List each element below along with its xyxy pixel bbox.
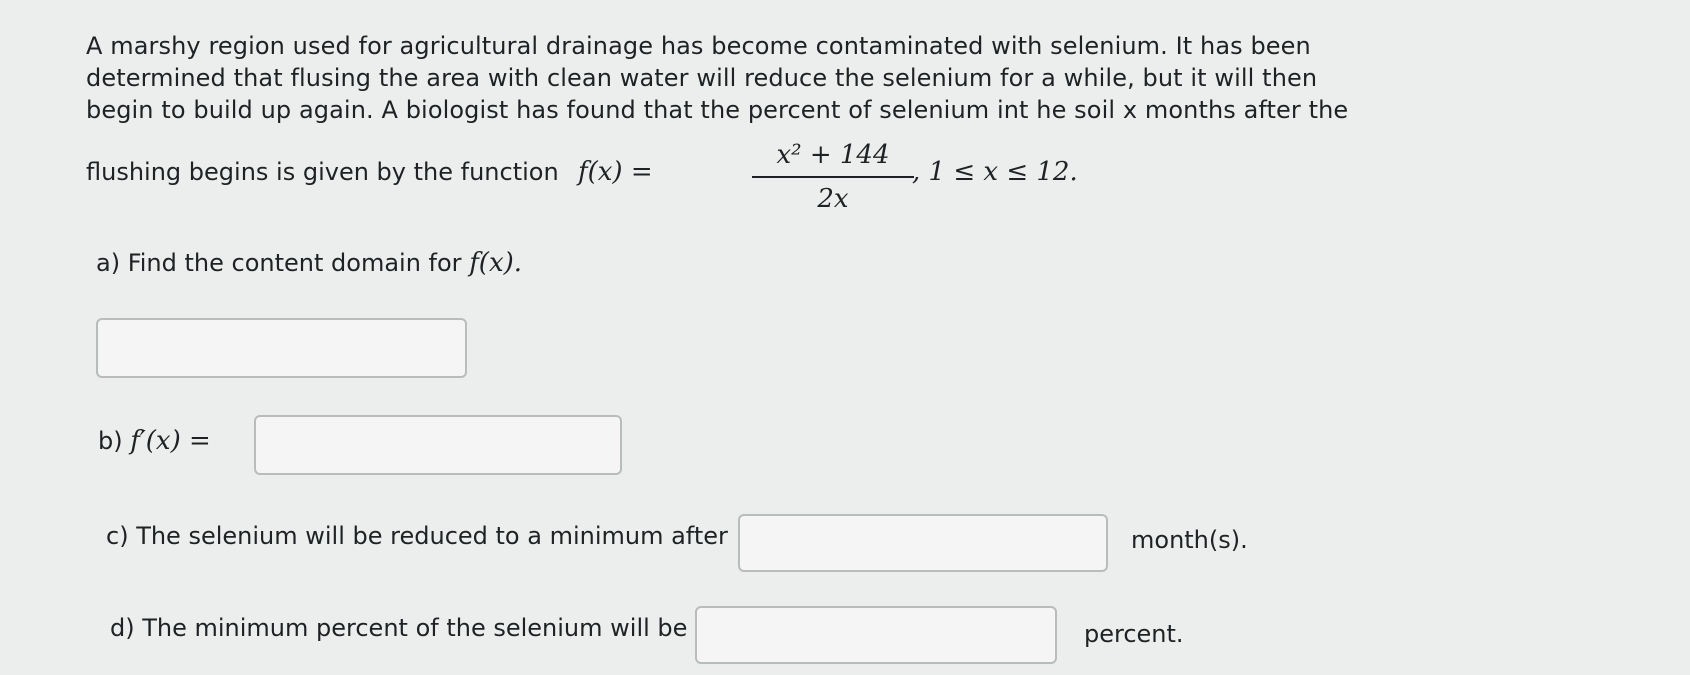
fraction-denominator: 2x [817, 184, 849, 214]
answer-a-input[interactable] [98, 320, 465, 376]
answer-a-input-box[interactable] [96, 318, 467, 378]
function-fraction [752, 138, 914, 216]
fraction-bar [752, 176, 914, 178]
question-c-suffix: month(s). [1131, 526, 1248, 554]
problem-statement [86, 30, 1426, 126]
answer-c-input[interactable] [740, 516, 1106, 570]
answer-d-input-box[interactable] [695, 606, 1057, 664]
question-a [96, 248, 522, 278]
question-c-text: c) The selenium will be reduced to a minimum after [106, 522, 728, 550]
question-b-text: b) [98, 427, 123, 455]
question-c [106, 522, 728, 550]
function-lhs: f(x) = [578, 157, 653, 187]
answer-c-input-box[interactable] [738, 514, 1108, 572]
question-d-suffix: percent. [1084, 620, 1184, 648]
answer-d-input[interactable] [697, 608, 1055, 662]
question-b [98, 426, 211, 456]
question-b-math: f′(x) = [130, 426, 211, 456]
question-d-text: d) The minimum percent of the selenium will be [110, 614, 688, 642]
problem-line-1: A marshy region used for agricultural drainage has become contaminated with selenium. It has been [86, 32, 1311, 60]
question-a-text: a) Find the content domain for [96, 249, 462, 277]
problem-line-3: begin to build up again. A biologist has found that the percent of selenium int he soil x months after the [86, 96, 1349, 124]
question-d [110, 614, 687, 642]
problem-line-2: determined that flusing the area with clean water will reduce the selenium for a while, but it will then [86, 64, 1318, 92]
fraction-numerator: x² + 144 [776, 140, 890, 170]
answer-b-input[interactable] [256, 417, 620, 473]
question-a-math: f(x). [469, 248, 523, 278]
function-domain: , 1 ≤ x ≤ 12. [912, 157, 1078, 187]
answer-b-input-box[interactable] [254, 415, 622, 475]
function-lead-text: flushing begins is given by the function [86, 158, 559, 186]
